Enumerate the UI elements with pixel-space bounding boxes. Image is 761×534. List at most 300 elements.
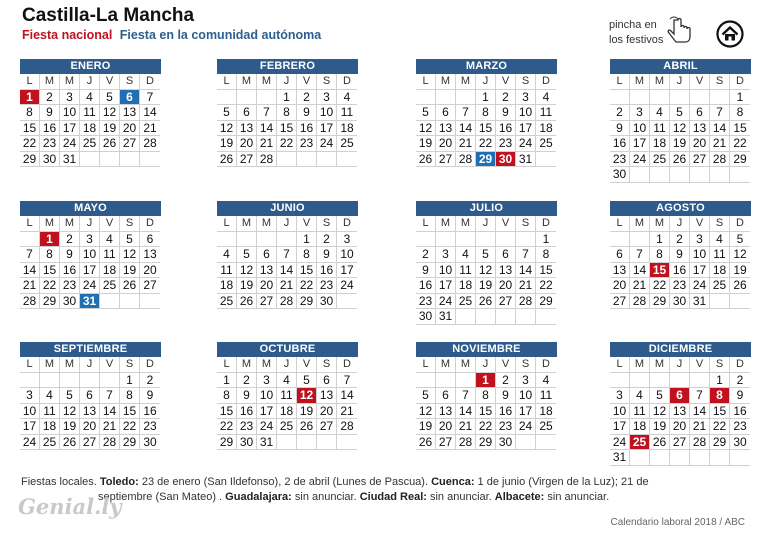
month-mayo [20,201,161,309]
albacete-label: Albacete: [494,491,545,503]
day-cell: 22 [297,278,317,294]
day-cell: 12 [416,121,436,137]
day-cell: 2 [610,105,630,121]
day-cell: 2 [297,90,317,106]
day-cell: 26 [650,435,670,451]
day-cell: 11 [277,388,297,404]
weekday-label: M [60,74,80,90]
day-cell: 15 [217,404,237,420]
month-header: NOVIEMBRE [416,342,557,357]
day-cell: 21 [20,278,40,294]
ciudadreal-text: sin anunciar. [426,491,495,503]
empty-cell [516,232,536,248]
days-grid [20,357,161,450]
day-cell: 23 [60,278,80,294]
day-cell: 11 [630,404,650,420]
day-cell: 14 [140,105,160,121]
day-cell: 28 [140,136,160,152]
weekday-label: S [516,216,536,232]
month-septiembre [20,342,161,450]
holiday-day[interactable]: 25 [630,435,650,451]
day-cell: 25 [337,136,357,152]
day-cell: 9 [610,121,630,137]
day-cell: 9 [297,105,317,121]
day-cell: 4 [710,232,730,248]
day-cell: 10 [516,388,536,404]
day-cell: 7 [100,388,120,404]
month-julio [416,201,557,325]
day-cell: 15 [710,404,730,420]
holiday-day[interactable]: 15 [650,263,670,279]
day-cell: 29 [476,435,496,451]
day-cell: 2 [237,373,257,389]
weekday-label: V [297,216,317,232]
weekday-label: D [337,357,357,373]
day-cell: 8 [536,247,556,263]
empty-cell [630,373,650,389]
empty-cell [610,232,630,248]
day-cell: 27 [140,278,160,294]
weekday-label: M [257,357,277,373]
day-cell: 31 [257,435,277,451]
weekday-label: L [20,216,40,232]
day-cell: 6 [237,105,257,121]
holiday-day[interactable]: 8 [710,388,730,404]
day-cell: 21 [100,419,120,435]
day-cell: 16 [670,263,690,279]
home-icon[interactable] [716,20,744,48]
day-cell: 17 [80,263,100,279]
day-cell: 11 [80,105,100,121]
day-cell: 24 [80,278,100,294]
day-cell: 16 [237,404,257,420]
empty-cell [120,152,140,168]
day-cell: 4 [456,247,476,263]
day-cell: 27 [496,294,516,310]
empty-cell [630,90,650,106]
day-cell: 17 [630,136,650,152]
days-grid [416,357,557,450]
empty-cell [297,435,317,451]
empty-cell [436,90,456,106]
day-cell: 27 [436,152,456,168]
day-cell: 9 [670,247,690,263]
day-cell: 28 [257,152,277,168]
weekday-label: V [496,216,516,232]
day-cell: 6 [317,373,337,389]
holiday-day[interactable]: 31 [80,294,100,310]
weekday-label: L [217,216,237,232]
empty-cell [730,167,750,183]
day-cell: 4 [630,388,650,404]
day-cell: 7 [20,247,40,263]
toledo-label: Toledo: [99,476,139,488]
weekday-label: M [630,357,650,373]
day-cell: 10 [690,247,710,263]
day-cell: 30 [730,435,750,451]
day-cell: 22 [217,419,237,435]
month-marzo [416,59,557,167]
empty-cell [337,435,357,451]
day-cell: 22 [536,278,556,294]
empty-cell [140,294,160,310]
day-cell: 13 [690,121,710,137]
day-cell: 24 [516,136,536,152]
day-cell: 1 [710,373,730,389]
day-cell: 22 [277,136,297,152]
hint-line-2: los festivos [609,34,664,46]
weekday-label: M [40,357,60,373]
day-cell: 23 [237,419,257,435]
day-cell: 6 [80,388,100,404]
day-cell: 10 [516,105,536,121]
day-cell: 11 [536,105,556,121]
day-cell: 25 [710,278,730,294]
day-cell: 29 [217,435,237,451]
legend-nacional: Fiesta nacional [22,28,113,42]
empty-cell [630,232,650,248]
day-cell: 14 [710,121,730,137]
empty-cell [690,373,710,389]
weekday-label: S [516,357,536,373]
day-cell: 18 [40,419,60,435]
cuenca-text: 1 de junio (Virgen de la Luz); 21 de [474,476,649,488]
hint-line-1: pincha en [609,19,657,31]
weekday-label: L [416,357,436,373]
day-cell: 8 [297,247,317,263]
weekday-label: S [120,74,140,90]
empty-cell [536,309,556,325]
weekday-label: M [456,357,476,373]
weekday-label: J [80,74,100,90]
day-cell: 28 [337,419,357,435]
day-cell: 14 [456,404,476,420]
month-header: JULIO [416,201,557,216]
empty-cell [710,167,730,183]
day-cell: 18 [710,263,730,279]
day-cell: 26 [120,278,140,294]
weekday-label: J [80,357,100,373]
empty-cell [730,294,750,310]
day-cell: 15 [536,263,556,279]
empty-cell [416,232,436,248]
day-cell: 29 [297,294,317,310]
day-cell: 7 [630,247,650,263]
day-cell: 17 [436,278,456,294]
day-cell: 13 [140,247,160,263]
weekday-label: L [20,74,40,90]
hand-pointer-icon [666,16,692,48]
day-cell: 26 [100,136,120,152]
day-cell: 21 [257,136,277,152]
day-cell: 4 [40,388,60,404]
weekday-label: J [670,74,690,90]
day-cell: 16 [610,136,630,152]
holiday-day[interactable]: 12 [297,388,317,404]
weekday-label: J [476,74,496,90]
day-cell: 8 [217,388,237,404]
day-cell: 31 [60,152,80,168]
day-cell: 16 [40,121,60,137]
day-cell: 2 [670,232,690,248]
day-cell: 1 [120,373,140,389]
day-cell: 28 [516,294,536,310]
day-cell: 29 [536,294,556,310]
day-cell: 25 [100,278,120,294]
day-cell: 16 [297,121,317,137]
empty-cell [690,167,710,183]
credit: Calendario laboral 2018 / ABC [610,517,745,528]
day-cell: 23 [416,294,436,310]
weekday-label: S [120,216,140,232]
day-cell: 9 [40,105,60,121]
days-grid [20,74,161,167]
empty-cell [650,450,670,466]
weekday-label: D [140,74,160,90]
weekday-label: L [20,357,40,373]
day-cell: 12 [650,404,670,420]
day-cell: 5 [416,105,436,121]
legend-autonomica: Fiesta en la comunidad autónoma [119,28,322,42]
day-cell: 4 [100,232,120,248]
empty-cell [610,373,630,389]
day-cell: 23 [40,136,60,152]
day-cell: 13 [317,388,337,404]
day-cell: 7 [516,247,536,263]
day-cell: 3 [610,388,630,404]
day-cell: 24 [337,278,357,294]
weekday-label: L [610,74,630,90]
genially-logo[interactable]: Genial.ly [18,494,122,519]
day-cell: 16 [416,278,436,294]
holiday-day[interactable]: 1 [40,232,60,248]
day-cell: 27 [120,136,140,152]
weekday-label: V [690,216,710,232]
day-cell: 31 [516,152,536,168]
day-cell: 17 [257,404,277,420]
day-cell: 10 [60,105,80,121]
day-cell: 13 [257,263,277,279]
day-cell: 3 [630,105,650,121]
weekday-label: M [630,74,650,90]
day-cell: 8 [277,105,297,121]
day-cell: 25 [80,136,100,152]
day-cell: 24 [436,294,456,310]
empty-cell [670,167,690,183]
day-cell: 28 [277,294,297,310]
day-cell: 3 [257,373,277,389]
day-cell: 19 [60,419,80,435]
day-cell: 1 [730,90,750,106]
day-cell: 6 [436,388,456,404]
empty-cell [337,152,357,168]
day-cell: 4 [277,373,297,389]
day-cell: 8 [730,105,750,121]
days-grid [416,74,557,167]
day-cell: 27 [237,152,257,168]
day-cell: 27 [257,294,277,310]
day-cell: 21 [456,419,476,435]
weekday-label: J [80,216,100,232]
empty-cell [496,232,516,248]
empty-cell [337,294,357,310]
empty-cell [670,373,690,389]
day-cell: 18 [277,404,297,420]
holiday-day[interactable]: 1 [476,373,496,389]
day-cell: 30 [416,309,436,325]
day-cell: 4 [337,90,357,106]
day-cell: 24 [20,435,40,451]
cuenca-label: Cuenca: [431,476,475,488]
day-cell: 18 [100,263,120,279]
weekday-label: J [670,357,690,373]
day-cell: 24 [630,152,650,168]
day-cell: 17 [317,121,337,137]
weekday-label: V [100,357,120,373]
day-cell: 5 [730,232,750,248]
day-cell: 9 [140,388,160,404]
day-cell: 17 [690,263,710,279]
empty-cell [456,232,476,248]
empty-cell [416,90,436,106]
day-cell: 20 [436,419,456,435]
day-cell: 5 [217,105,237,121]
day-cell: 16 [317,263,337,279]
day-cell: 9 [496,105,516,121]
day-cell: 11 [456,263,476,279]
day-cell: 6 [496,247,516,263]
empty-cell [100,152,120,168]
day-cell: 28 [456,435,476,451]
day-cell: 10 [436,263,456,279]
day-cell: 3 [317,90,337,106]
days-grid [610,216,751,309]
weekday-label: M [436,357,456,373]
day-cell: 11 [217,263,237,279]
weekday-label: M [257,74,277,90]
day-cell: 23 [140,419,160,435]
day-cell: 21 [690,419,710,435]
day-cell: 4 [217,247,237,263]
empty-cell [416,373,436,389]
day-cell: 22 [730,136,750,152]
holiday-day[interactable]: 30 [496,152,516,168]
weekday-label: L [416,74,436,90]
day-cell: 12 [120,247,140,263]
day-cell: 14 [630,263,650,279]
holiday-day[interactable]: 1 [20,90,40,106]
weekday-label: M [60,216,80,232]
empty-cell [277,152,297,168]
day-cell: 12 [100,105,120,121]
day-cell: 30 [237,435,257,451]
days-grid [416,216,557,325]
month-header: OCTUBRE [217,342,358,357]
weekday-label: D [730,216,750,232]
empty-cell [650,90,670,106]
weekday-label: D [337,216,357,232]
weekday-label: V [690,357,710,373]
day-cell: 7 [690,388,710,404]
month-noviembre [416,342,557,450]
day-cell: 3 [436,247,456,263]
day-cell: 21 [277,278,297,294]
weekday-label: D [140,357,160,373]
empty-cell [217,90,237,106]
day-cell: 27 [80,435,100,451]
day-cell: 18 [630,419,650,435]
day-cell: 16 [730,404,750,420]
day-cell: 14 [257,121,277,137]
day-cell: 28 [710,152,730,168]
day-cell: 9 [496,388,516,404]
empty-cell [456,373,476,389]
hint-text [609,18,663,48]
weekday-label: M [436,74,456,90]
holiday-day[interactable]: 6 [670,388,690,404]
weekday-label: M [630,216,650,232]
weekday-label: M [237,216,257,232]
weekday-label: S [120,357,140,373]
empty-cell [317,152,337,168]
weekday-label: V [100,74,120,90]
day-cell: 20 [496,278,516,294]
holiday-day[interactable]: 6 [120,90,140,106]
holiday-day[interactable]: 29 [476,152,496,168]
weekday-label: M [237,357,257,373]
day-cell: 2 [730,373,750,389]
day-cell: 15 [277,121,297,137]
month-octubre [217,342,358,450]
day-cell: 13 [120,105,140,121]
month-header: DICIEMBRE [610,342,751,357]
day-cell: 14 [690,404,710,420]
empty-cell [80,373,100,389]
empty-cell [516,435,536,451]
day-cell: 6 [690,105,710,121]
weekday-label: V [297,74,317,90]
day-cell: 9 [730,388,750,404]
day-cell: 20 [237,136,257,152]
days-grid [610,74,751,183]
day-cell: 7 [140,90,160,106]
day-cell: 23 [317,278,337,294]
weekday-label: S [710,216,730,232]
day-cell: 5 [670,105,690,121]
day-cell: 22 [476,136,496,152]
weekday-label: S [710,357,730,373]
day-cell: 8 [476,105,496,121]
month-abril [610,59,751,183]
day-cell: 28 [20,294,40,310]
day-cell: 23 [297,136,317,152]
days-grid [20,216,161,309]
empty-cell [496,309,516,325]
day-cell: 14 [20,263,40,279]
day-cell: 17 [516,404,536,420]
day-cell: 24 [610,435,630,451]
day-cell: 19 [297,404,317,420]
day-cell: 20 [317,404,337,420]
day-cell: 24 [257,419,277,435]
weekday-label: M [650,357,670,373]
weekday-label: M [650,216,670,232]
day-cell: 4 [80,90,100,106]
empty-cell [20,232,40,248]
day-cell: 26 [476,294,496,310]
day-cell: 11 [337,105,357,121]
day-cell: 13 [610,263,630,279]
